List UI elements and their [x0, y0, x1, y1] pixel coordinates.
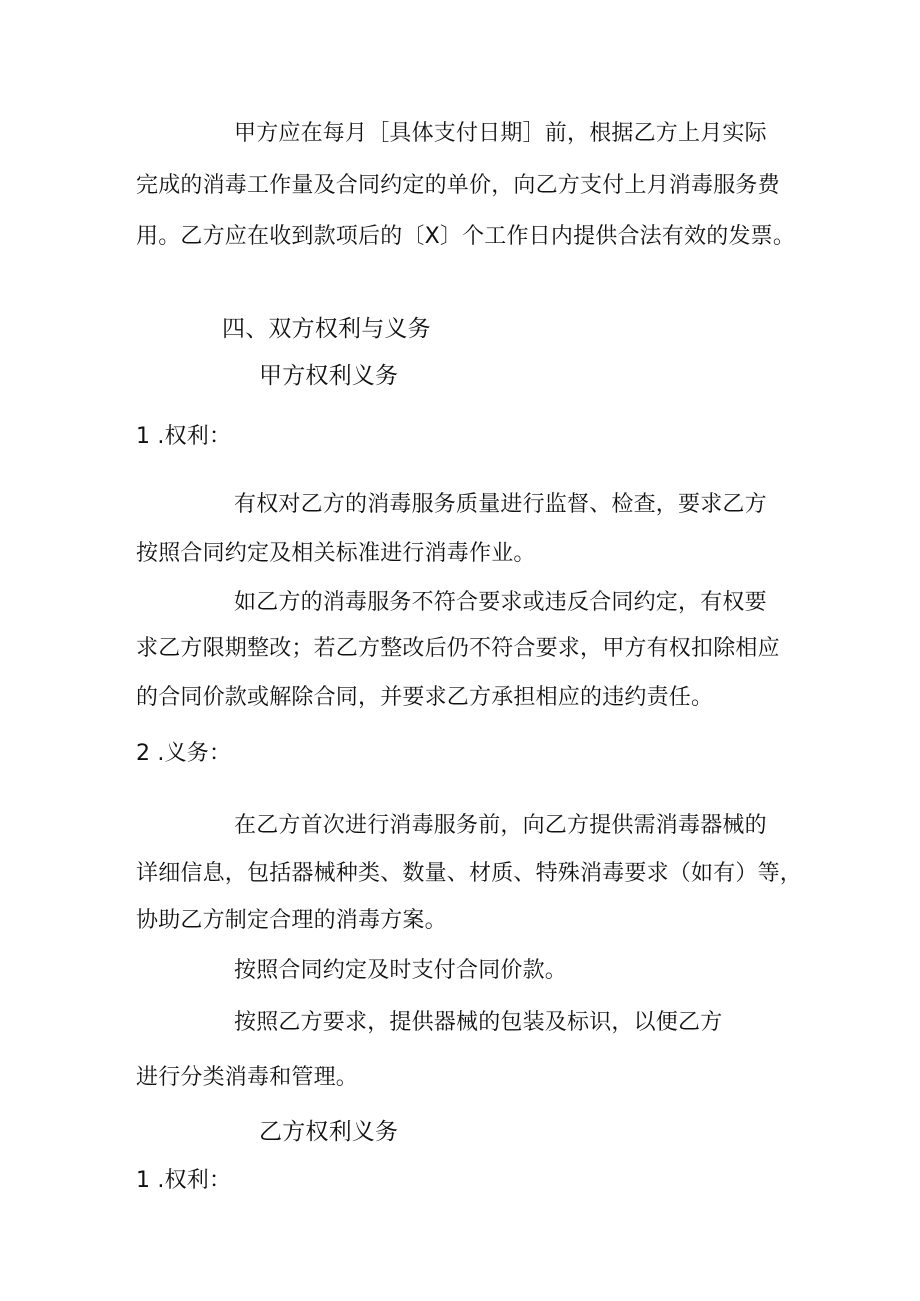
party-a-rights-label: 1 .权利：	[136, 424, 232, 449]
party-a-rights-p2-line-3: 的合同价款或解除合同，并要求乙方承担相应的违约责任。	[136, 685, 714, 710]
party-a-rights-p1-line-2: 按照合同约定及相关标准进行消毒作业。	[136, 541, 536, 566]
payment-line-1: 甲方应在每月［具体支付日期］前，根据乙方上月实际	[234, 121, 767, 146]
party-a-duties-p3-line-1: 按照乙方要求，提供器械的包装及标识，以便乙方	[234, 1010, 723, 1035]
party-a-duties-p1-line-2: 详细信息，包括器械种类、数量、材质、特殊消毒要求（如有）等，	[136, 861, 803, 886]
payment-line-3: 用。乙方应在收到款项后的〔X〕个工作日内提供合法有效的发票。	[136, 224, 796, 249]
payment-line-2: 完成的消毒工作量及合同约定的单价，向乙方支付上月消毒服务费	[136, 173, 780, 198]
party-a-duties-p1-line-3: 协助乙方制定合理的消毒方案。	[136, 908, 447, 933]
party-a-duties-label: 2 .义务：	[136, 741, 232, 766]
party-b-rights-label: 1 .权利：	[136, 1168, 232, 1193]
party-a-rights-p2-line-2: 求乙方限期整改；若乙方整改后仍不符合要求，甲方有权扣除相应	[136, 636, 780, 661]
party-b-heading: 乙方权利义务	[259, 1119, 399, 1145]
section-heading: 四、双方权利与义务	[222, 316, 431, 342]
party-a-rights-p1-line-1: 有权对乙方的消毒服务质量进行监督、检查，要求乙方	[234, 492, 767, 517]
party-a-duties-p1-line-1: 在乙方首次进行消毒服务前，向乙方提供需消毒器械的	[234, 813, 767, 838]
party-a-duties-p2: 按照合同约定及时支付合同价款。	[234, 958, 568, 983]
party-a-heading: 甲方权利义务	[259, 363, 399, 389]
party-a-rights-p2-line-1: 如乙方的消毒服务不符合要求或违反合同约定，有权要	[234, 590, 767, 615]
party-a-duties-p3-line-2: 进行分类消毒和管理。	[136, 1065, 359, 1090]
